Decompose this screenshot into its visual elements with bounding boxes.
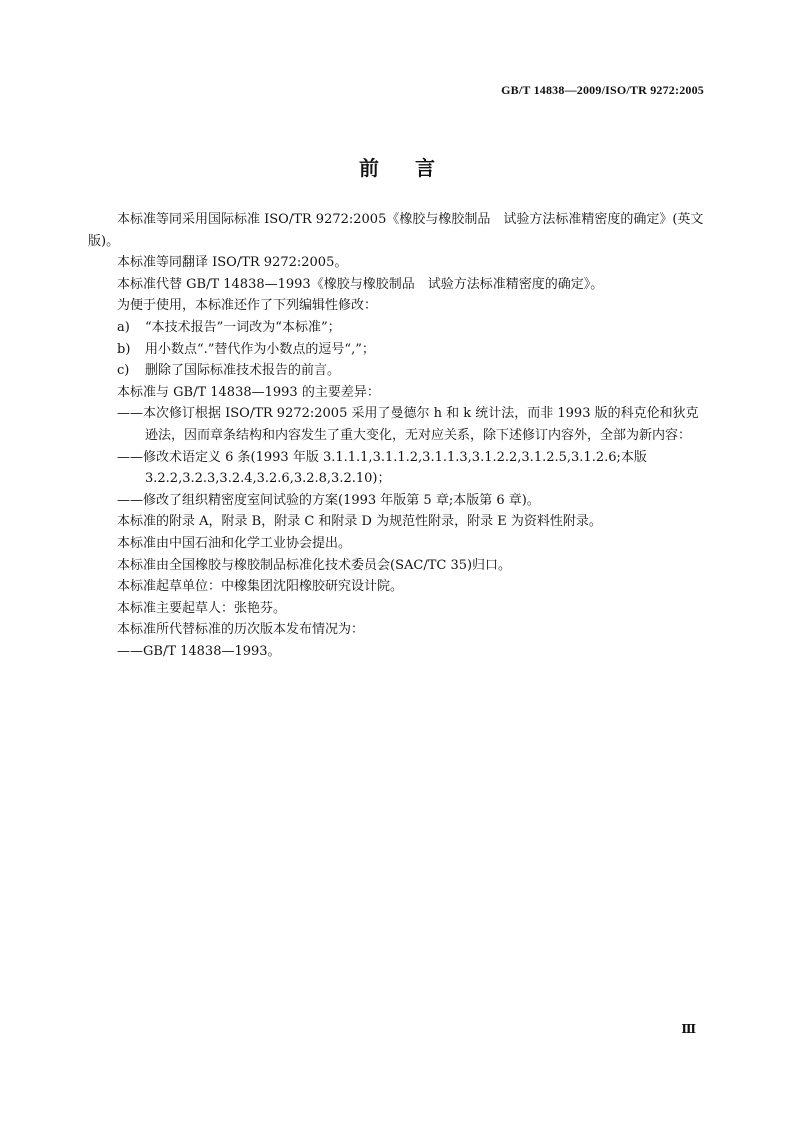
standard-code-header: GB/T 14838—2009/ISO/TR 9272:2005 (501, 83, 704, 97)
list-item-b-label: b) (117, 341, 131, 357)
paragraph-adoption (88, 209, 721, 252)
dash-item-revision-line1: ——本次修订根据 ISO/TR 9272:2005 采用了曼德尔 h 和 k 统计法，而非 1993 版的科克伦和狄克 (117, 406, 699, 422)
paragraph-proposer: 本标准由中国石油和化学工业协会提出。 (117, 535, 352, 551)
list-item-a (117, 317, 721, 339)
dash-item-scheme: ——修改了组织精密度室间试验的方案(1993 年版第 5 章;本版第 6 章)。 (117, 492, 540, 508)
dash-item-revision-line2: 逊法，因而章条结构和内容发生了重大变化，无对应关系，除下述修订内容外，全部为新内容： (145, 427, 692, 443)
list-item-c-text: 删除了国际标准技术报告的前言。 (145, 363, 341, 379)
list-item-a-label: a) (117, 319, 130, 335)
dash-item-terms (117, 447, 721, 490)
paragraph-differences-intro: 本标准与 GB/T 14838—1993 的主要差异： (117, 384, 380, 400)
paragraph-annexes: 本标准的附录 A，附录 B，附录 C 和附录 D 为规范性附录，附录 E 为资料性附录。 (117, 514, 602, 530)
page-number: Ⅲ (681, 1022, 696, 1036)
paragraph-drafters: 本标准主要起草人：张艳芬。 (117, 600, 287, 616)
list-item-a-text: “本技术报告”一词改为“本标准”； (145, 319, 341, 335)
list-item-c (117, 360, 721, 382)
paragraph-translation: 本标准等同翻译 ISO/TR 9272:2005。 (117, 255, 348, 271)
dash-item-history: ——GB/T 14838—1993。 (117, 643, 281, 659)
dash-item-terms-line1: ——修改术语定义 6 条(1993 年版 3.1.1.1,3.1.1.2,3.1.1.3,3.1.2.2,3.1.2.5,3.1.2.6;本版 (117, 449, 647, 465)
list-item-c-label: c) (117, 363, 130, 379)
paragraph-drafting-unit: 本标准起草单位：中橡集团沈阳橡胶研究设计院。 (117, 579, 404, 595)
paragraph-history-intro: 本标准所代替标准的历次版本发布情况为： (117, 622, 365, 638)
paragraph-responsible: 本标准由全国橡胶与橡胶制品标准化技术委员会(SAC/TC 35)归口。 (117, 557, 512, 573)
dash-item-terms-line2: 3.2.2,3.2.3,3.2.4,3.2.6,3.2.8,3.2.10)； (145, 471, 391, 487)
list-item-b-text: 用小数点“.”替代作为小数点的逗号“,”； (145, 341, 375, 357)
list-item-b (117, 339, 721, 361)
paragraph-editorial-intro: 为便于使用，本标准还作了下列编辑性修改： (117, 298, 378, 314)
foreword-body (88, 209, 721, 662)
page-title: 前言 (359, 156, 471, 180)
paragraph-replacement: 本标准代替 GB/T 14838—1993《橡胶与橡胶制品 试验方法标准精密度的确定》。 (117, 276, 604, 292)
dash-item-revision (117, 403, 721, 446)
paragraph-adoption-text: 本标准等同采用国际标准 ISO/TR 9272:2005《橡胶与橡胶制品 试验方法标准精密度的确定》(英文版)。 (88, 212, 704, 249)
